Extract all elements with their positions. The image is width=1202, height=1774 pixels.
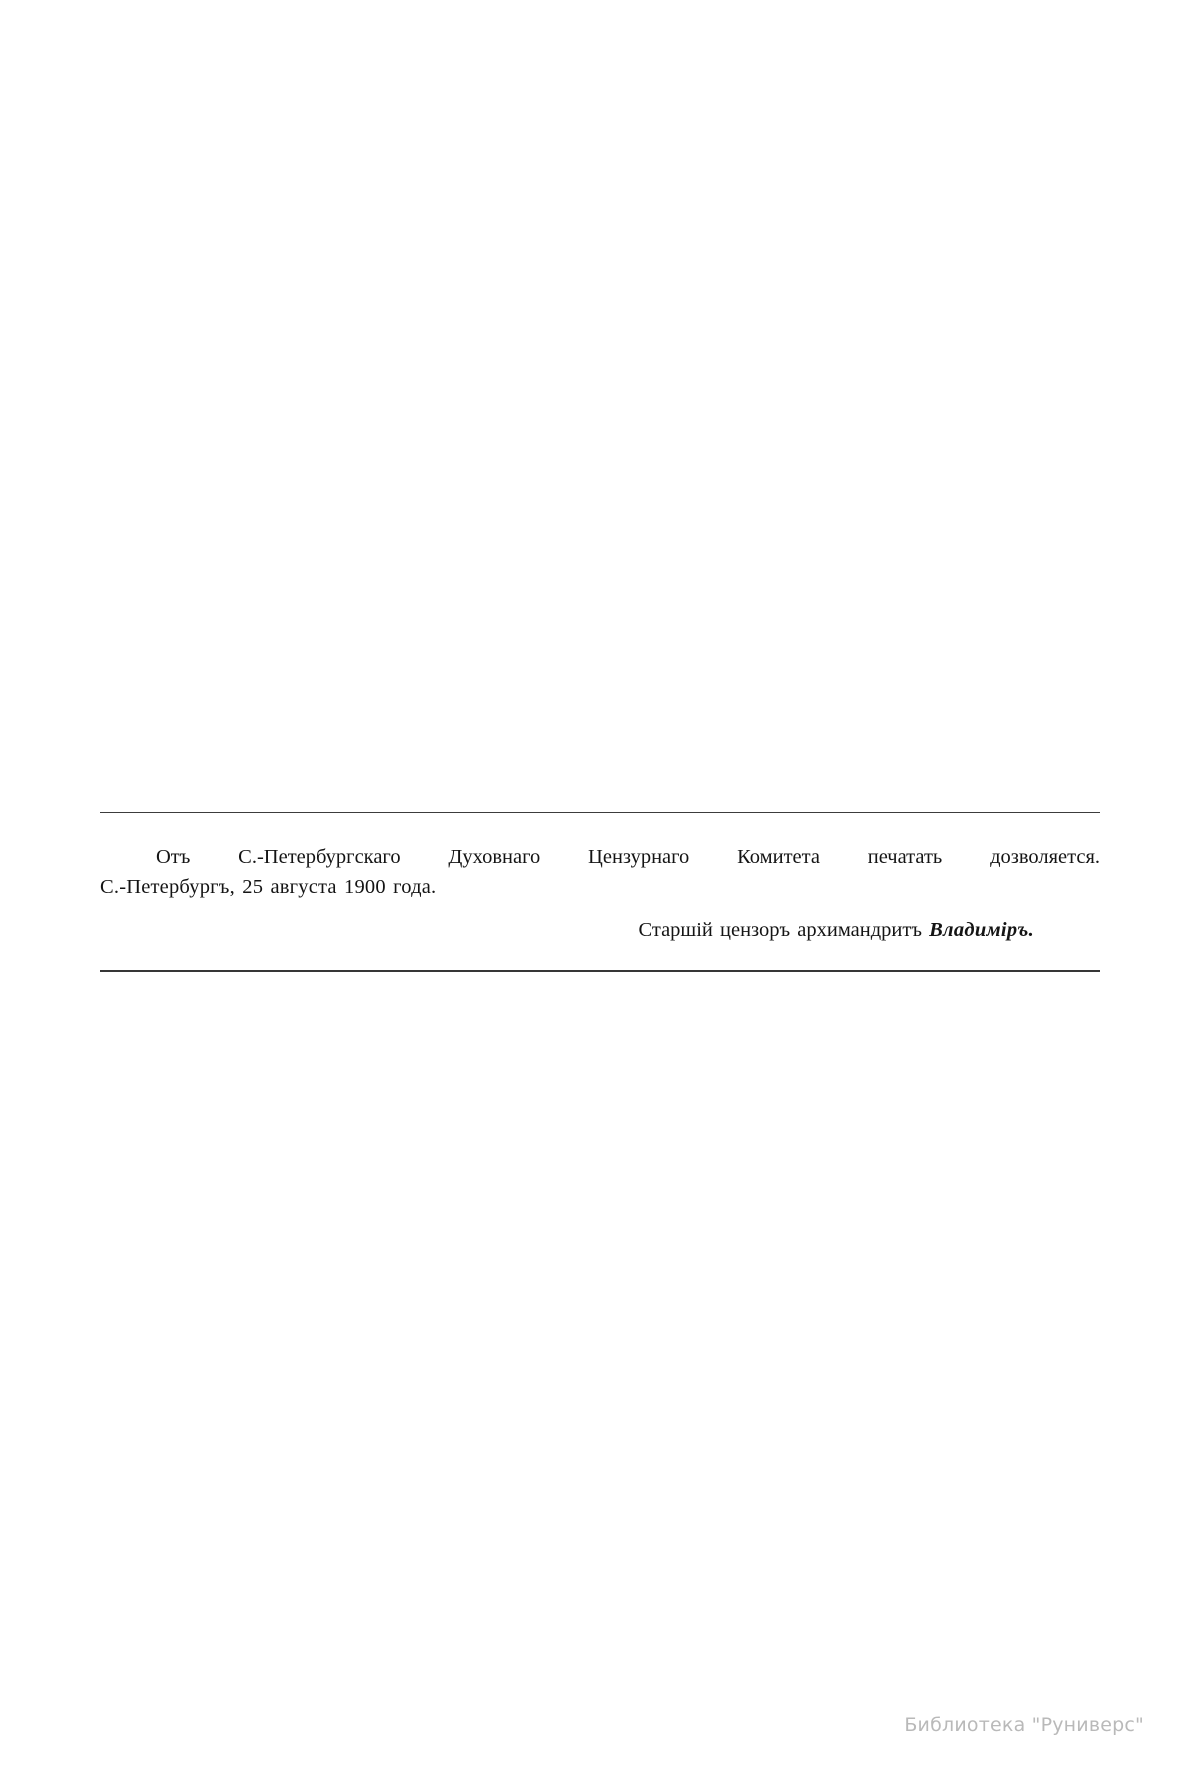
censorship-place-date-line: С.-Петербургъ, 25 августа 1900 года. — [100, 876, 437, 899]
censor-signature-name: Владиміръ. — [929, 918, 1034, 941]
divider-rule-bottom — [100, 970, 1100, 972]
divider-rule-top — [100, 812, 1100, 813]
censorship-permission-line: Отъ С.-Петербургскаго Духовнаго Цензурнаго Комитета печатать дозволяется. — [156, 846, 1100, 868]
censorship-note-text — [100, 813, 1100, 944]
library-watermark: Библиотека "Руниверс" — [904, 1714, 1144, 1736]
censor-signature-line — [100, 916, 1100, 944]
censor-title-text: Старшій цензоръ архимандритъ — [638, 918, 930, 941]
censorship-imprint-block — [100, 812, 1100, 972]
